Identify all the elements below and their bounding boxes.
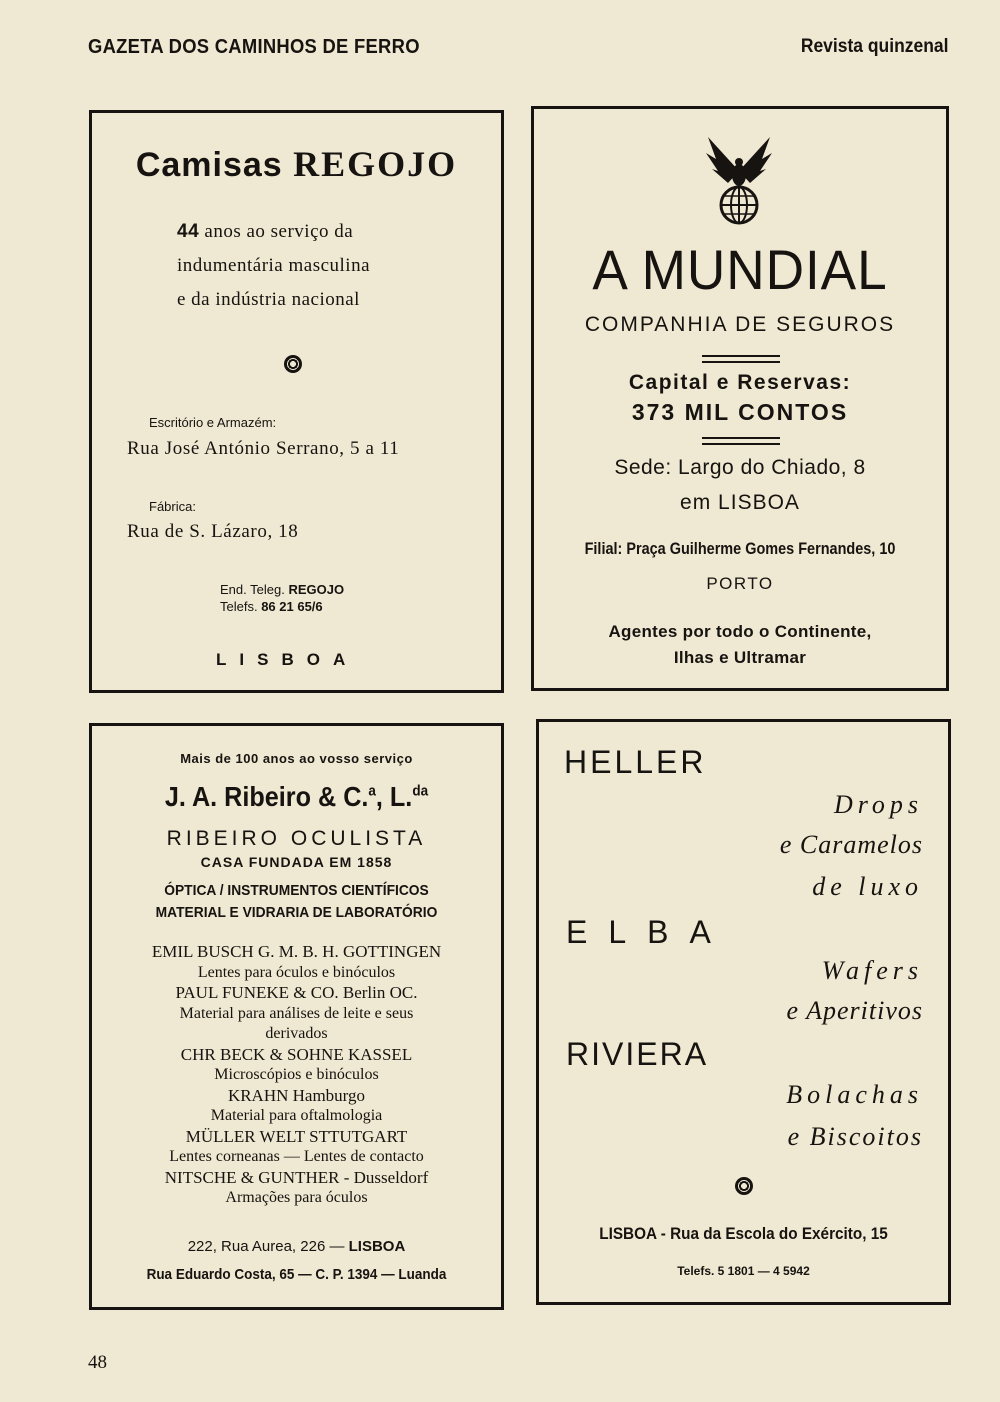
ribeiro-oculista: RIBEIRO OCULISTA <box>166 827 427 850</box>
regojo-office-label: Escritório e Armazém: <box>149 415 277 430</box>
ribeiro-sup2: da <box>412 782 429 800</box>
mundial-agents-line1: Agentes por todo o Continente, <box>608 622 872 641</box>
heller-address: LISBOA - Rua da Escola do Exército, 15 <box>599 1224 888 1243</box>
riviera-line2: e Biscoitos <box>787 1122 923 1151</box>
ribeiro-address2-a: Rua Eduardo Costa, 65 — C. P. 1394 — <box>146 1266 395 1283</box>
ribeiro-address1-a: 222, Rua Aurea, 226 — <box>187 1238 345 1255</box>
regojo-title <box>92 143 501 185</box>
ad-a-mundial <box>531 106 949 691</box>
ribeiro-brand-list <box>92 942 501 1209</box>
list-item: Armações para óculos <box>225 1189 368 1206</box>
ornament-icon <box>735 1177 753 1195</box>
regojo-tel-value: 86 21 65/6 <box>261 599 323 614</box>
riviera-line1: Bolachas <box>786 1080 923 1109</box>
list-item: EMIL BUSCH G. M. B. H. GOTTINGEN <box>151 942 442 961</box>
divider <box>702 361 780 363</box>
list-item: KRAHN Hamburgo <box>227 1085 366 1105</box>
ribeiro-address1-b: LISBOA <box>348 1238 406 1255</box>
heller-line3: de luxo <box>812 872 923 901</box>
regojo-title-a: Camisas <box>135 146 283 184</box>
ribeiro-name <box>112 781 480 813</box>
list-item: Material para análises de leite e seus <box>179 1004 414 1022</box>
list-item: Microscópios e binóculos <box>214 1066 379 1083</box>
riviera-brand: RIVIERA <box>566 1036 709 1072</box>
ribeiro-spec1: ÓPTICA / INSTRUMENTOS CIENTÍFICOS <box>164 882 429 899</box>
list-item: MÜLLER WELT STTUTGART <box>185 1126 408 1146</box>
heller-phones: Telefs. 5 1801 — 4 5942 <box>677 1264 810 1278</box>
running-header-title: GAZETA DOS CAMINHOS DE FERRO <box>88 36 420 58</box>
regojo-line3: e da indústria nacional <box>177 289 360 310</box>
ribeiro-spec2: MATERIAL E VIDRARIA DE LABORATÓRIO <box>155 904 438 921</box>
elba-line1: Wafers <box>821 956 923 985</box>
ribeiro-name-main: J. A. Ribeiro & C. <box>164 781 369 812</box>
divider <box>702 437 780 439</box>
mundial-subtitle: COMPANHIA DE SEGUROS <box>584 313 896 336</box>
list-item: Lentes para óculos e binóculos <box>197 963 396 981</box>
ribeiro-address-lisboa <box>92 1238 501 1255</box>
ribeiro-address2-b: Luanda <box>398 1266 447 1283</box>
ribeiro-tagline: Mais de 100 anos ao vosso serviço <box>180 751 413 766</box>
page-number: 48 <box>88 1352 107 1373</box>
divider <box>702 355 780 357</box>
regojo-teleg-value: REGOJO <box>288 582 345 597</box>
regojo-title-b: REGOJO <box>293 144 458 184</box>
ribeiro-name-mid: , L. <box>375 781 413 812</box>
mundial-sede: Sede: Largo do Chiado, 8 <box>614 456 866 479</box>
regojo-years: 44 <box>177 221 200 242</box>
list-item: PAUL FUNEKE & CO. Berlin OC. <box>175 983 418 1002</box>
running-header-subtitle: Revista quinzenal <box>800 36 948 57</box>
mundial-agents-line2: Ilhas e Ultramar <box>673 648 807 667</box>
heller-line1: Drops <box>833 790 923 819</box>
regojo-tel <box>220 599 323 614</box>
regojo-factory-address: Rua de S. Lázaro, 18 <box>127 521 299 542</box>
list-item: CHR BECK & SOHNE KASSEL <box>180 1044 413 1064</box>
mundial-name: A MUNDIAL <box>592 238 888 301</box>
mundial-capital-value: 373 MIL CONTOS <box>631 399 849 425</box>
ad-heller-elba-riviera <box>536 719 951 1305</box>
eagle-globe-icon <box>704 131 774 227</box>
ribeiro-founded: CASA FUNDADA EM 1858 <box>200 854 393 870</box>
ornament-icon <box>284 355 302 373</box>
regojo-city: LISBOA <box>216 650 359 669</box>
mundial-capital-label: Capital e Reservas: <box>628 371 852 394</box>
heller-brand: HELLER <box>564 744 707 780</box>
list-item: Material para oftalmologia <box>210 1107 383 1124</box>
regojo-line1 <box>177 221 353 243</box>
list-item: Lentes corneanas — Lentes de contacto <box>169 1148 424 1165</box>
regojo-line2: indumentária masculina <box>177 255 371 276</box>
regojo-line1-rest: anos ao serviço da <box>204 221 354 242</box>
mundial-sede-city: em LISBOA <box>680 491 800 514</box>
regojo-tel-label: Telefs. <box>220 599 258 614</box>
regojo-office-address: Rua José António Serrano, 5 a 11 <box>127 438 400 459</box>
mundial-filial-city: PORTO <box>706 574 774 593</box>
ribeiro-sup1: a <box>368 782 376 800</box>
divider <box>702 443 780 445</box>
ribeiro-address-luanda <box>112 1266 480 1283</box>
elba-brand: ELBA <box>566 914 732 950</box>
list-item: derivados <box>265 1025 328 1042</box>
ad-ja-ribeiro <box>89 723 504 1310</box>
mundial-filial: Filial: Praça Guilherme Gomes Fernandes, 10 <box>584 539 896 558</box>
regojo-teleg <box>220 582 344 597</box>
list-item: NITSCHE & GUNTHER - Dusseldorf <box>164 1167 429 1187</box>
heller-line2: e Caramelos <box>779 830 923 859</box>
regojo-factory-label: Fábrica: <box>149 499 196 514</box>
elba-line2: e Aperitivos <box>786 996 923 1025</box>
regojo-teleg-label: End. Teleg. <box>220 582 285 597</box>
ad-camisas-regojo <box>89 110 504 693</box>
